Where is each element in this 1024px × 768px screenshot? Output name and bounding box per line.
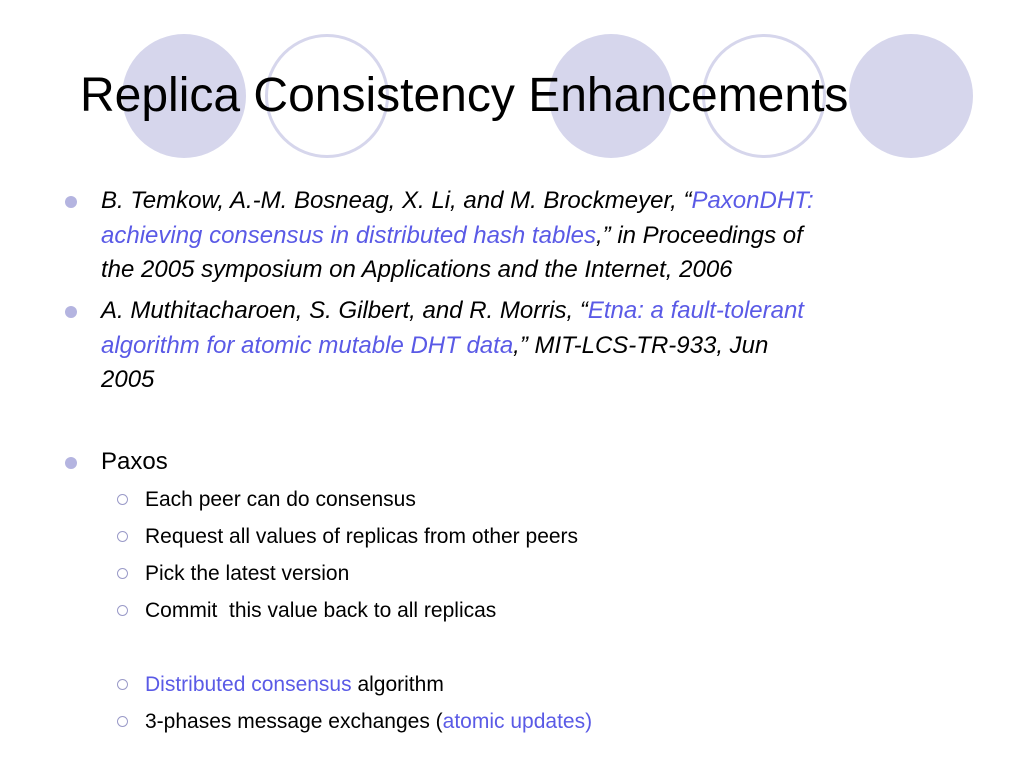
sub-item-text: Pick the latest version xyxy=(145,562,350,585)
hollow-bullet-icon xyxy=(117,716,128,727)
sub-item-text: Commit this value back to all replicas xyxy=(145,599,497,622)
reference-item-1 xyxy=(101,184,961,288)
sub-item-text: Each peer can do consensus xyxy=(145,488,416,511)
bullet-icon xyxy=(65,196,77,208)
bullet-icon xyxy=(65,457,77,469)
paxos-item xyxy=(101,445,961,480)
reference-item-2 xyxy=(101,294,961,398)
hollow-bullet-icon xyxy=(117,531,128,542)
reference-venue: the 2005 symposium on Applications and the Internet, 2006 xyxy=(101,256,733,283)
sub-item xyxy=(145,596,945,626)
bullet-icon xyxy=(65,306,77,318)
reference-venue: ,” in Proceedings of xyxy=(595,221,803,249)
reference-link[interactable]: algorithm for atomic mutable DHT data xyxy=(101,331,514,359)
hollow-bullet-icon xyxy=(117,605,128,616)
reference-link[interactable]: achieving consensus in distributed hash tables xyxy=(101,221,596,249)
sub-item xyxy=(145,707,945,737)
reference-authors: A. Muthitacharoen, S. Gilbert, and R. Morris, “ xyxy=(101,297,588,324)
sub-item xyxy=(145,522,945,552)
reference-venue: 2005 xyxy=(101,366,155,393)
reference-venue: ,” MIT-LCS-TR-933, Jun xyxy=(513,331,769,359)
slide-title: Replica Consistency Enhancements xyxy=(80,69,849,122)
reference-link[interactable]: PaxonDHT: xyxy=(691,187,814,214)
sub-item-text: algorithm xyxy=(351,673,444,696)
hollow-bullet-icon xyxy=(117,679,128,690)
hollow-bullet-icon xyxy=(117,494,128,505)
paxos-label: Paxos xyxy=(101,448,168,475)
sub-item xyxy=(145,485,945,515)
sub-item-link[interactable]: Distributed consensus xyxy=(145,673,352,696)
reference-link[interactable]: Etna: a fault-tolerant xyxy=(587,297,804,324)
reference-authors: B. Temkow, A.-M. Bosneag, X. Li, and M. Brockmeyer, “ xyxy=(101,187,692,214)
sub-item xyxy=(145,559,945,589)
sub-item-text: Request all values of replicas from other peers xyxy=(145,525,579,548)
sub-item-link[interactable]: atomic updates) xyxy=(442,710,593,733)
sub-item xyxy=(145,670,945,700)
hollow-bullet-icon xyxy=(117,568,128,579)
sub-item-text: 3-phases message exchanges ( xyxy=(145,710,443,733)
